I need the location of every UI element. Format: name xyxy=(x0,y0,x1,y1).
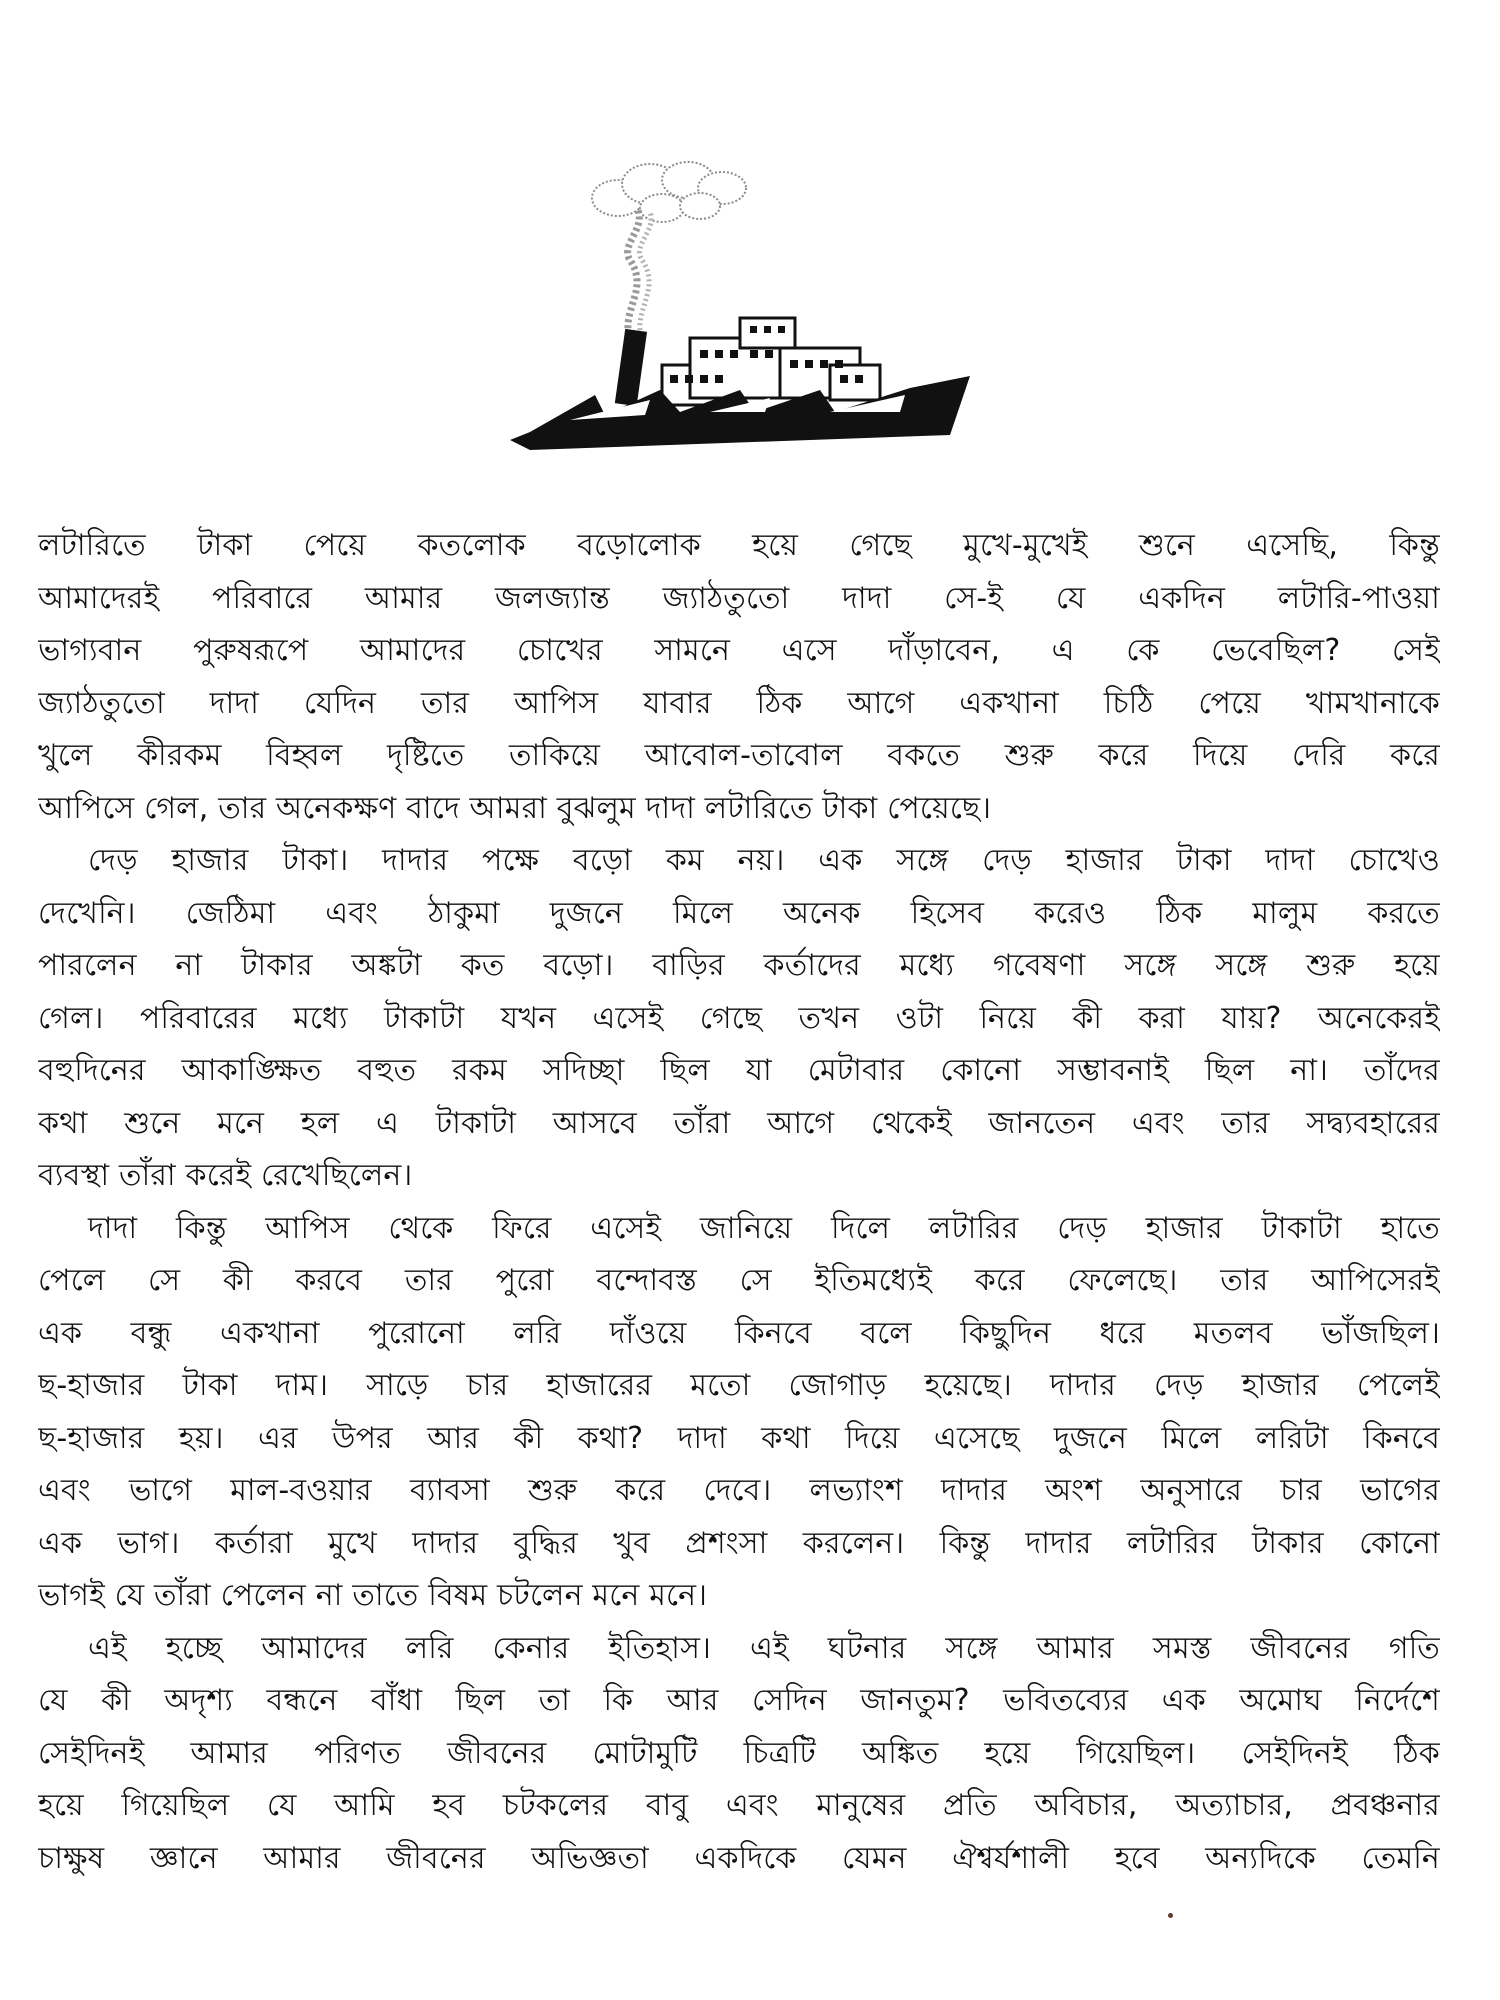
text-line: দাদা কিন্তু আপিস থেকে ফিরে এসেই জানিয়ে দিলে লটারির দেড় হাজার টাকাটা হাতে xyxy=(88,1210,1440,1246)
body-text xyxy=(38,520,1440,1885)
text-line: যে কী অদৃশ্য বন্ধনে বাঁধা ছিল তা কি আর সেদিন জানতুম? ভবিতব্যের এক অমোঘ নির্দেশে xyxy=(38,1683,1440,1718)
text-line: বহুদিনের আকাঙ্ক্ষিত বহুত রকম সদিচ্ছা ছিল যা মেটাবার কোনো সম্ভাবনাই ছিল না। তাঁদের xyxy=(38,1053,1440,1088)
text-line: লটারিতে টাকা পেয়ে কতলোক বড়োলোক হয়ে গেছে মুখে-মুখেই শুনে এসেছি, কিন্তু xyxy=(38,528,1440,563)
text-line: সেইদিনই আমার পরিণত জীবনের মোটামুটি চিত্রটি অঙ্কিত হয়ে গিয়েছিল। সেইদিনই ঠিক xyxy=(38,1735,1440,1771)
text-line: ছ-হাজার টাকা দাম। সাড়ে চার হাজারের মতো জোগাড় হয়েছে। দাদার দেড় হাজার পেলেই xyxy=(38,1368,1440,1403)
text-line: ব্যবস্থা তাঁরা করেই রেখেছিলেন। xyxy=(38,1158,413,1193)
text-line: জ্যাঠতুতো দাদা যেদিন তার আপিস যাবার ঠিক আগে একখানা চিঠি পেয়ে খামখানাকে xyxy=(38,685,1440,721)
text-line: চাক্ষুষ জ্ঞানে আমার জীবনের অভিজ্ঞতা একদিকে যেমন ঐশ্বর্যশালী হবে অন্যদিকে তেমনি xyxy=(38,1840,1440,1876)
smoke-trail xyxy=(628,210,640,340)
text-line: পারলেন না টাকার অঙ্কটা কত বড়ো। বাড়ির কর্তাদের মধ্যে গবেষণা সঙ্গে সঙ্গে শুরু হয়ে xyxy=(38,948,1440,983)
text-line: ছ-হাজার হয়। এর উপর আর কী কথা? দাদা কথা দিয়ে এসেছে দুজনে মিলে লরিটা কিনবে xyxy=(38,1420,1440,1456)
text-line: আমাদেরই পরিবারে আমার জলজ্যান্ত জ্যাঠতুতো দাদা সে-ই যে একদিন লটারি-পাওয়া xyxy=(38,580,1440,616)
text-line: এই হচ্ছে আমাদের লরি কেনার ইতিহাস। এই ঘটনার সঙ্গে আমার সমস্ত জীবনের গতি xyxy=(88,1630,1440,1666)
text-line: দেখেনি। জেঠিমা এবং ঠাকুমা দুজনে মিলে অনেক হিসেব করেও ঠিক মালুম করতে xyxy=(38,895,1440,931)
text-line: গেল। পরিবারের মধ্যে টাকাটা যখন এসেই গেছে তখন ওটা নিয়ে কী করা যায়? অনেকেরই xyxy=(38,1000,1440,1036)
text-line: কথা শুনে মনে হল এ টাকাটা আসবে তাঁরা আগে থেকেই জানতেন এবং তার সদ্ব্যবহারের xyxy=(38,1105,1440,1141)
text-line: এবং ভাগে মাল-বওয়ার ব্যাবসা শুরু করে দেবে। লভ্যাংশ দাদার অংশ অনুসারে চার ভাগের xyxy=(38,1473,1440,1508)
text-line: ভাগই যে তাঁরা পেলেন না তাতে বিষম চটলেন মনে মনে। xyxy=(38,1578,708,1613)
text-line: এক বন্ধু একখানা পুরোনো লরি দাঁওয়ে কিনবে বলে কিছুদিন ধরে মতলব ভাঁজছিল। xyxy=(38,1315,1440,1351)
smoke-cloud xyxy=(592,162,746,222)
text-line: ভাগ্যবান পুরুষরূপে আমাদের চোখের সামনে এসে দাঁড়াবেন, এ কে ভেবেছিল? সেই xyxy=(38,633,1440,668)
text-line: খুলে কীরকম বিহ্বল দৃষ্টিতে তাকিয়ে আবোল-তাবোল বকতে শুরু করে দিয়ে দেরি করে xyxy=(38,738,1440,773)
text-line: আপিসে গেল, তার অনেকক্ষণ বাদে আমরা বুঝলুম দাদা লটারিতে টাকা পেয়েছে। xyxy=(38,790,992,826)
text-line: হয়ে গিয়েছিল যে আমি হব চটকলের বাবু এবং মানুষের প্রতি অবিচার, অত্যাচার, প্রবঞ্চনার xyxy=(38,1788,1440,1823)
text-line: পেলে সে কী করবে তার পুরো বন্দোবস্ত সে ইতিমধ্যেই করে ফেলেছে। তার আপিসেরই xyxy=(38,1263,1440,1298)
steamship-illustration xyxy=(510,150,980,450)
funnel xyxy=(615,329,647,406)
ink-speck xyxy=(1168,1913,1173,1918)
text-line: দেড় হাজার টাকা। দাদার পক্ষে বড়ো কম নয়। এক সঙ্গে দেড় হাজার টাকা দাদা চোখেও xyxy=(88,843,1440,878)
text-line: এক ভাগ। কর্তারা মুখে দাদার বুদ্ধির খুব প্রশংসা করলেন। কিন্তু দাদার লটারির টাকার কোনো xyxy=(38,1525,1440,1561)
